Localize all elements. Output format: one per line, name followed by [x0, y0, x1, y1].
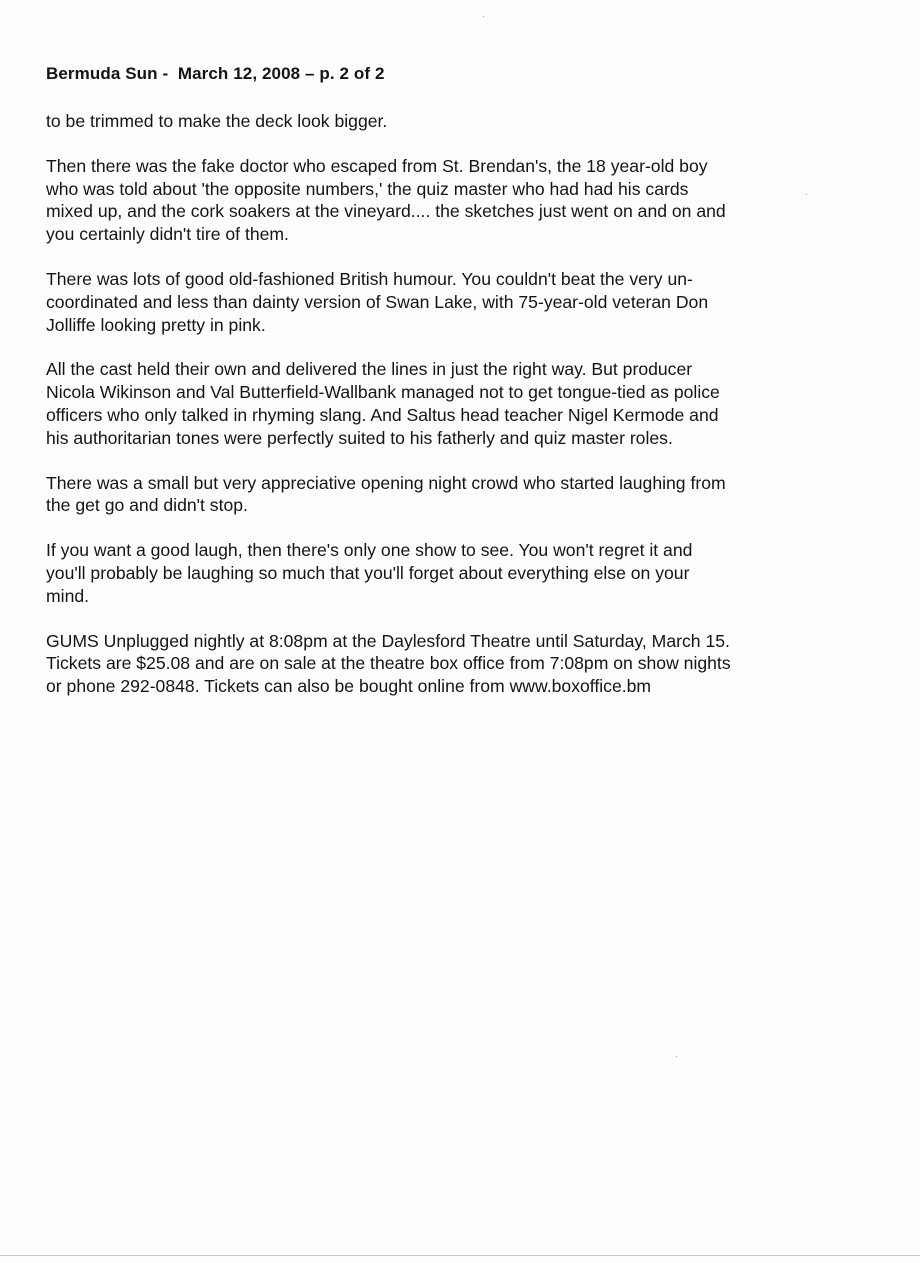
text-line: Then there was the fake doctor who escaped from St. Brendan's, the 18 year-old boy [46, 155, 708, 176]
text-line: GUMS Unplugged nightly at 8:08pm at the Daylesford Theatre until Saturday, March 15. [46, 630, 730, 651]
text-line: who was told about 'the opposite numbers,' the quiz master who had had his cards [46, 178, 689, 199]
paragraph-7 [46, 630, 846, 698]
text-line: Tickets are $25.08 and are on sale at the theatre box office from 7:08pm on show nights [46, 653, 731, 674]
scan-speck [806, 194, 807, 195]
article-body [46, 110, 846, 720]
text-line: Nicola Wikinson and Val Butterfield-Wallbank managed not to get tongue-tied as police [46, 382, 720, 403]
text-line: There was a small but very appreciative opening night crowd who started laughing from [46, 472, 726, 493]
paragraph-2 [46, 155, 846, 246]
text-line: or phone 292-0848. Tickets can also be bought online from www.boxoffice.bm [46, 676, 652, 697]
text-line: you certainly didn't tire of them. [46, 224, 289, 245]
text-line: to be trimmed to make the deck look bigger. [46, 111, 388, 131]
text-line: mind. [46, 585, 90, 606]
scan-speck [676, 1056, 677, 1057]
text-line: you'll probably be laughing so much that you'll forget about everything else on your [46, 562, 690, 583]
paragraph-4 [46, 358, 846, 449]
text-line: officers who only talked in rhyming slang. And Saltus head teacher Nigel Kermode and [46, 404, 719, 425]
text-line: There was lots of good old-fashioned British humour. You couldn't beat the very un- [46, 268, 693, 289]
paragraph-1 [46, 110, 846, 133]
text-line: If you want a good laugh, then there's only one show to see. You won't regret it and [46, 540, 693, 561]
text-line: his authoritarian tones were perfectly suited to his fatherly and quiz master roles. [46, 427, 673, 448]
paragraph-6 [46, 539, 846, 607]
text-line: All the cast held their own and delivered the lines in just the right way. But producer [46, 359, 693, 380]
page-header: Bermuda Sun - March 12, 2008 – p. 2 of 2 [46, 64, 385, 83]
paragraph-3 [46, 268, 846, 336]
scan-edge-line [0, 1255, 920, 1256]
text-line: coordinated and less than dainty version of Swan Lake, with 75-year-old veteran Don [46, 291, 709, 312]
scan-speck [483, 16, 484, 17]
text-line: Jolliffe looking pretty in pink. [46, 314, 266, 335]
text-line: mixed up, and the cork soakers at the vineyard.... the sketches just went on and on and [46, 201, 726, 222]
paragraph-5 [46, 472, 846, 518]
text-line: the get go and didn't stop. [46, 495, 248, 516]
